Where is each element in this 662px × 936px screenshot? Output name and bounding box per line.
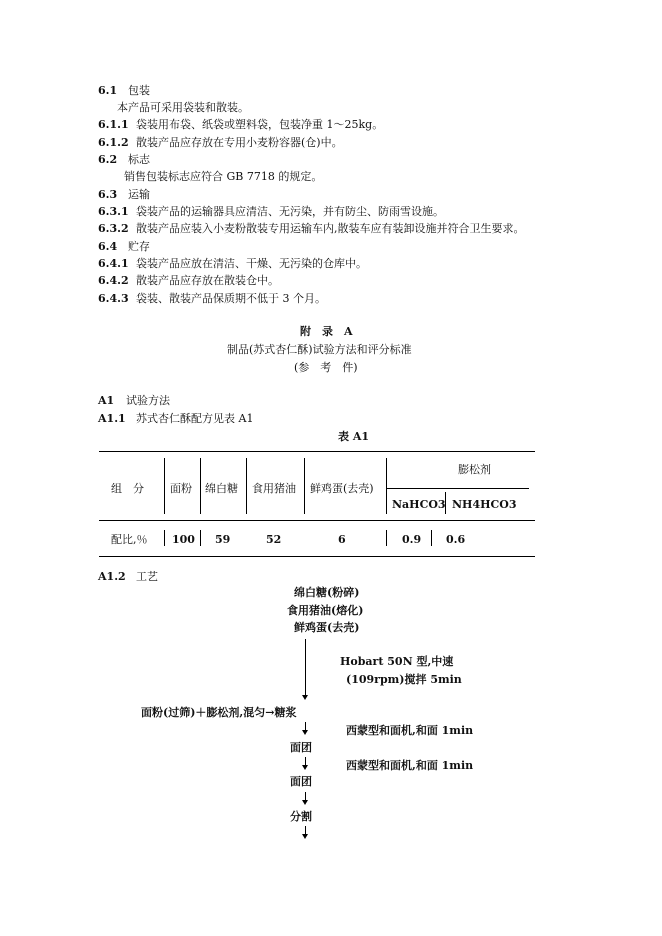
section-6-3-num: 6.3 xyxy=(98,188,118,201)
flow-arrow-3 xyxy=(302,765,308,770)
section-6-1-body: 本产品可采用袋装和散装。 xyxy=(117,101,249,114)
leavening-rule xyxy=(387,488,529,489)
appendix-subtitle: 制品(苏式杏仁酥)试验方法和评分标准 xyxy=(227,343,412,356)
flow-divide: 分割 xyxy=(290,810,312,823)
section-6-4-1-text: 袋装产品应放在清洁、干燥、无污染的仓库中。 xyxy=(136,257,367,270)
table-caption: 表 A1 xyxy=(338,430,370,443)
table-cell-nahco3: 0.9 xyxy=(402,533,422,546)
flow-machine-line2: (109rpm)搅拌 5min xyxy=(346,673,462,686)
flow-ingredient-lard: 食用猪油(熔化) xyxy=(287,604,364,617)
section-6-3-1-text: 袋装产品的运输器具应清洁、无污染，并有防尘、防雨雪设施。 xyxy=(136,205,444,218)
flow-dough-1: 面团 xyxy=(290,741,312,754)
table-header-nahco3: NaHCO3 xyxy=(392,498,446,511)
table-header-sugar: 绵白糖 xyxy=(205,482,238,495)
a1-2-text: 工艺 xyxy=(136,570,158,583)
flow-arrow-5 xyxy=(302,834,308,839)
flow-line-1 xyxy=(305,639,306,697)
section-6-4-num: 6.4 xyxy=(98,240,118,253)
a1-2-num: A1.2 xyxy=(98,570,126,583)
flow-step1-note: 西蒙型和面机,和面 1min xyxy=(346,724,474,737)
a1-num: A1 xyxy=(98,394,115,407)
section-6-2-num: 6.2 xyxy=(98,153,118,166)
col-sep xyxy=(386,458,387,514)
section-6-4-1-num: 6.4.1 xyxy=(98,257,129,270)
table-header-lard: 食用猪油 xyxy=(252,482,296,495)
section-6-4-3-num: 6.4.3 xyxy=(98,292,129,305)
table-cell-lard: 52 xyxy=(266,533,282,546)
section-6-3-2-num: 6.3.2 xyxy=(98,222,129,235)
table-header-leavening: 膨松剂 xyxy=(458,463,491,476)
section-6-3-text: 运输 xyxy=(128,188,150,201)
col-sep xyxy=(164,458,165,514)
section-6-1-1-num: 6.1.1 xyxy=(98,118,129,131)
section-6-3-2-text: 散装产品应装入小麦粉散装专用运输车内,散装车应有装卸设施并符合卫生要求。 xyxy=(136,222,525,235)
col-sep xyxy=(246,458,247,514)
appendix-title: 附 录 A xyxy=(300,325,353,338)
section-6-2-text: 标志 xyxy=(128,153,150,166)
section-6-1-text: 包装 xyxy=(128,84,150,97)
col-sep xyxy=(200,530,201,546)
col-sep xyxy=(200,458,201,514)
col-sep xyxy=(164,530,165,546)
appendix-note: (参 考 件) xyxy=(294,361,358,374)
col-sep xyxy=(304,458,305,514)
flow-ingredient-sugar: 绵白糖(粉碎) xyxy=(294,586,360,599)
table-row-label: 配比,％ xyxy=(111,533,148,546)
col-sep xyxy=(431,530,432,546)
table-header-egg: 鲜鸡蛋(去壳) xyxy=(310,482,374,495)
a1-1-num: A1.1 xyxy=(98,412,126,425)
table-header-nh4hco3: NH4HCO3 xyxy=(452,498,517,511)
flow-machine-line1: Hobart 50N 型,中速 xyxy=(340,655,454,668)
col-sep xyxy=(386,530,387,546)
table-cell-nh4hco3: 0.6 xyxy=(446,533,466,546)
section-6-1-1-text: 袋装用布袋、纸袋或塑料袋，包装净重 1～25kg。 xyxy=(136,118,384,131)
a1-1-text: 苏式杏仁酥配方见表 A1 xyxy=(136,412,254,425)
table-header-component: 组 分 xyxy=(111,482,144,495)
section-6-4-2-text: 散装产品应存放在散装仓中。 xyxy=(136,274,279,287)
flow-step2-note: 西蒙型和面机,和面 1min xyxy=(346,759,474,772)
section-6-2-body: 销售包装标志应符合 GB 7718 的规定。 xyxy=(124,170,323,183)
section-6-1-2-num: 6.1.2 xyxy=(98,136,129,149)
section-6-1-num: 6.1 xyxy=(98,84,118,97)
table-cell-egg: 6 xyxy=(338,533,346,546)
flow-mix: 面粉(过筛)＋膨松剂,混匀→糖浆 xyxy=(141,706,297,719)
table-cell-flour: 100 xyxy=(172,533,195,546)
section-6-3-1-num: 6.3.1 xyxy=(98,205,129,218)
table-bottom-rule xyxy=(99,556,535,557)
section-6-4-text: 贮存 xyxy=(128,240,150,253)
table-header-flour: 面粉 xyxy=(170,482,192,495)
table-cell-sugar: 59 xyxy=(215,533,231,546)
flow-dough-2: 面团 xyxy=(290,775,312,788)
flow-arrow-1 xyxy=(302,695,308,700)
section-6-4-3-text: 袋装、散装产品保质期不低于 3 个月。 xyxy=(136,292,326,305)
table-top-rule xyxy=(99,451,535,452)
section-6-1-2-text: 散装产品应存放在专用小麦粉容器(仓)中。 xyxy=(136,136,343,149)
flow-ingredient-egg: 鲜鸡蛋(去壳) xyxy=(294,621,360,634)
a1-text: 试验方法 xyxy=(126,394,170,407)
table-mid-rule xyxy=(99,520,535,521)
flow-arrow-2 xyxy=(302,730,308,735)
flow-arrow-4 xyxy=(302,800,308,805)
section-6-4-2-num: 6.4.2 xyxy=(98,274,129,287)
